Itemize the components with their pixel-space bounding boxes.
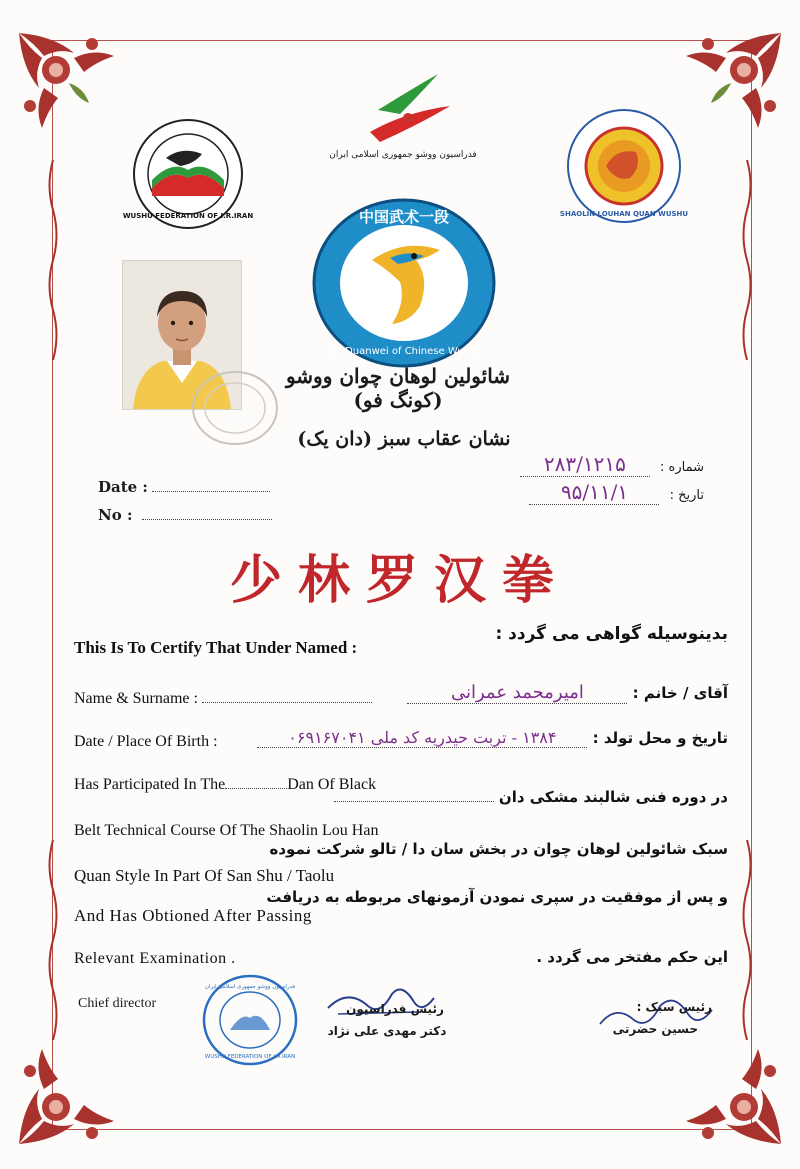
number-field-fa xyxy=(520,452,704,477)
certify-text-en: This Is To Certify That Under Named : xyxy=(74,638,358,657)
duanwei-cn-text: 中国武术一段 xyxy=(358,208,450,226)
date-field-en xyxy=(98,478,270,496)
floral-corner-ornament xyxy=(14,1039,124,1149)
body-text-en: Has Participated In The xyxy=(74,776,226,793)
birth-label-fa: تاریخ و محل تولد : xyxy=(592,729,728,747)
duanwei-en-text: 1st Duanwei of Chinese Wushu xyxy=(326,346,482,357)
body-text-fa: سبک شائولین لوهان چوان در بخش سان دا / تالو شرکت نموده xyxy=(269,840,728,858)
body-line-fa xyxy=(334,788,728,806)
federation-president-title: رئیس فدراسیون xyxy=(346,1002,444,1016)
ministry-logo-caption: فدراسیون ووشو جمهوری اسلامی ایران xyxy=(329,150,477,160)
stamp-text-en: WUSHU FEDERATION OF I.R.IRAN xyxy=(204,1054,296,1060)
floral-corner-ornament xyxy=(14,28,124,138)
style-head-title: رئیس سبک : xyxy=(636,1000,712,1014)
date-label: Date : xyxy=(98,478,148,496)
floral-corner-ornament xyxy=(676,1039,786,1149)
date-label-fa: تاریخ : xyxy=(669,488,704,503)
body-text-en: And Has Obtioned After Passing xyxy=(74,906,312,925)
number-value: ۲۸۳/۱۲۱۵ xyxy=(520,452,650,477)
body-text-en: Belt Technical Course Of The Shaolin Lou Han xyxy=(74,822,379,839)
number-label-fa: شماره : xyxy=(660,460,704,475)
duanwei-emblem xyxy=(312,198,496,368)
side-vine-ornament xyxy=(738,160,756,360)
side-vine-ornament xyxy=(738,840,756,1040)
chinese-calligraphy-title: 少林罗汉拳 xyxy=(229,550,570,611)
style-head-name: حسین حضرتی xyxy=(612,1022,698,1036)
name-field-fa xyxy=(407,682,728,704)
name-value: امیرمحمد عمرانی xyxy=(407,682,627,704)
number-field-en xyxy=(98,506,272,524)
side-vine-ornament xyxy=(44,840,62,1040)
stamp-text-fa: فدراسیون ووشو جمهوری اسلامی ایران xyxy=(204,984,296,990)
number-label: No : xyxy=(98,506,133,524)
certificate-subtitle-fa: نشان عقاب سبز (دان یک) xyxy=(297,428,511,450)
faint-embossed-stamp xyxy=(190,368,280,448)
side-vine-ornament xyxy=(44,160,62,360)
wushu-federation-logo xyxy=(122,118,254,230)
body-text-en: Quan Style In Part Of San Shu / Taolu xyxy=(74,866,335,885)
federation-stamp xyxy=(200,972,300,1068)
certify-text-fa: بدینوسیله گواهی می گردد : xyxy=(495,624,728,644)
date-field-fa xyxy=(529,480,704,505)
body-text-fa: در دوره فنی شالبند مشکی دان xyxy=(498,788,728,806)
name-label-en: Name & Surname : xyxy=(74,690,198,707)
body-text-en: Dan Of Black xyxy=(287,776,377,793)
floral-corner-ornament xyxy=(676,28,786,138)
body-text-fa: این حکم مفتخر می گردد . xyxy=(536,948,728,966)
body-text-fa: و پس از موفقیت در سپری نمودن آزمونهای مربوطه به دریافت xyxy=(266,888,728,906)
body-text-en: Relevant Examination . xyxy=(74,950,236,967)
wushu-federation-text: WUSHU FEDERATION OF I.R.IRAN xyxy=(122,212,254,220)
birth-field-en xyxy=(74,733,218,751)
louhan-logo-text: SHAOLIN LOUHAN QUAN WUSHU xyxy=(559,210,689,218)
date-value: ۹۵/۱۱/۱ xyxy=(529,480,659,505)
body-line-en xyxy=(74,776,376,794)
birth-field-fa xyxy=(257,728,728,748)
chief-director-label: Chief director xyxy=(78,996,157,1011)
certificate-title-fa: شائولین لوهان چوان ووشو (کونگ فو) xyxy=(285,364,511,412)
name-field-en xyxy=(74,690,372,708)
shaolin-louhan-logo xyxy=(559,108,689,224)
name-label-fa: آقای / خانم : xyxy=(632,684,728,702)
birth-value: ۱۳۸۴ - تربت حیدریه کد ملی ۰۶۹۱۶۷۰۴۱ xyxy=(257,728,587,748)
birth-label-en: Date / Place Of Birth : xyxy=(74,733,218,750)
federation-president-name: دکتر مهدی علی نژاد xyxy=(327,1024,447,1038)
